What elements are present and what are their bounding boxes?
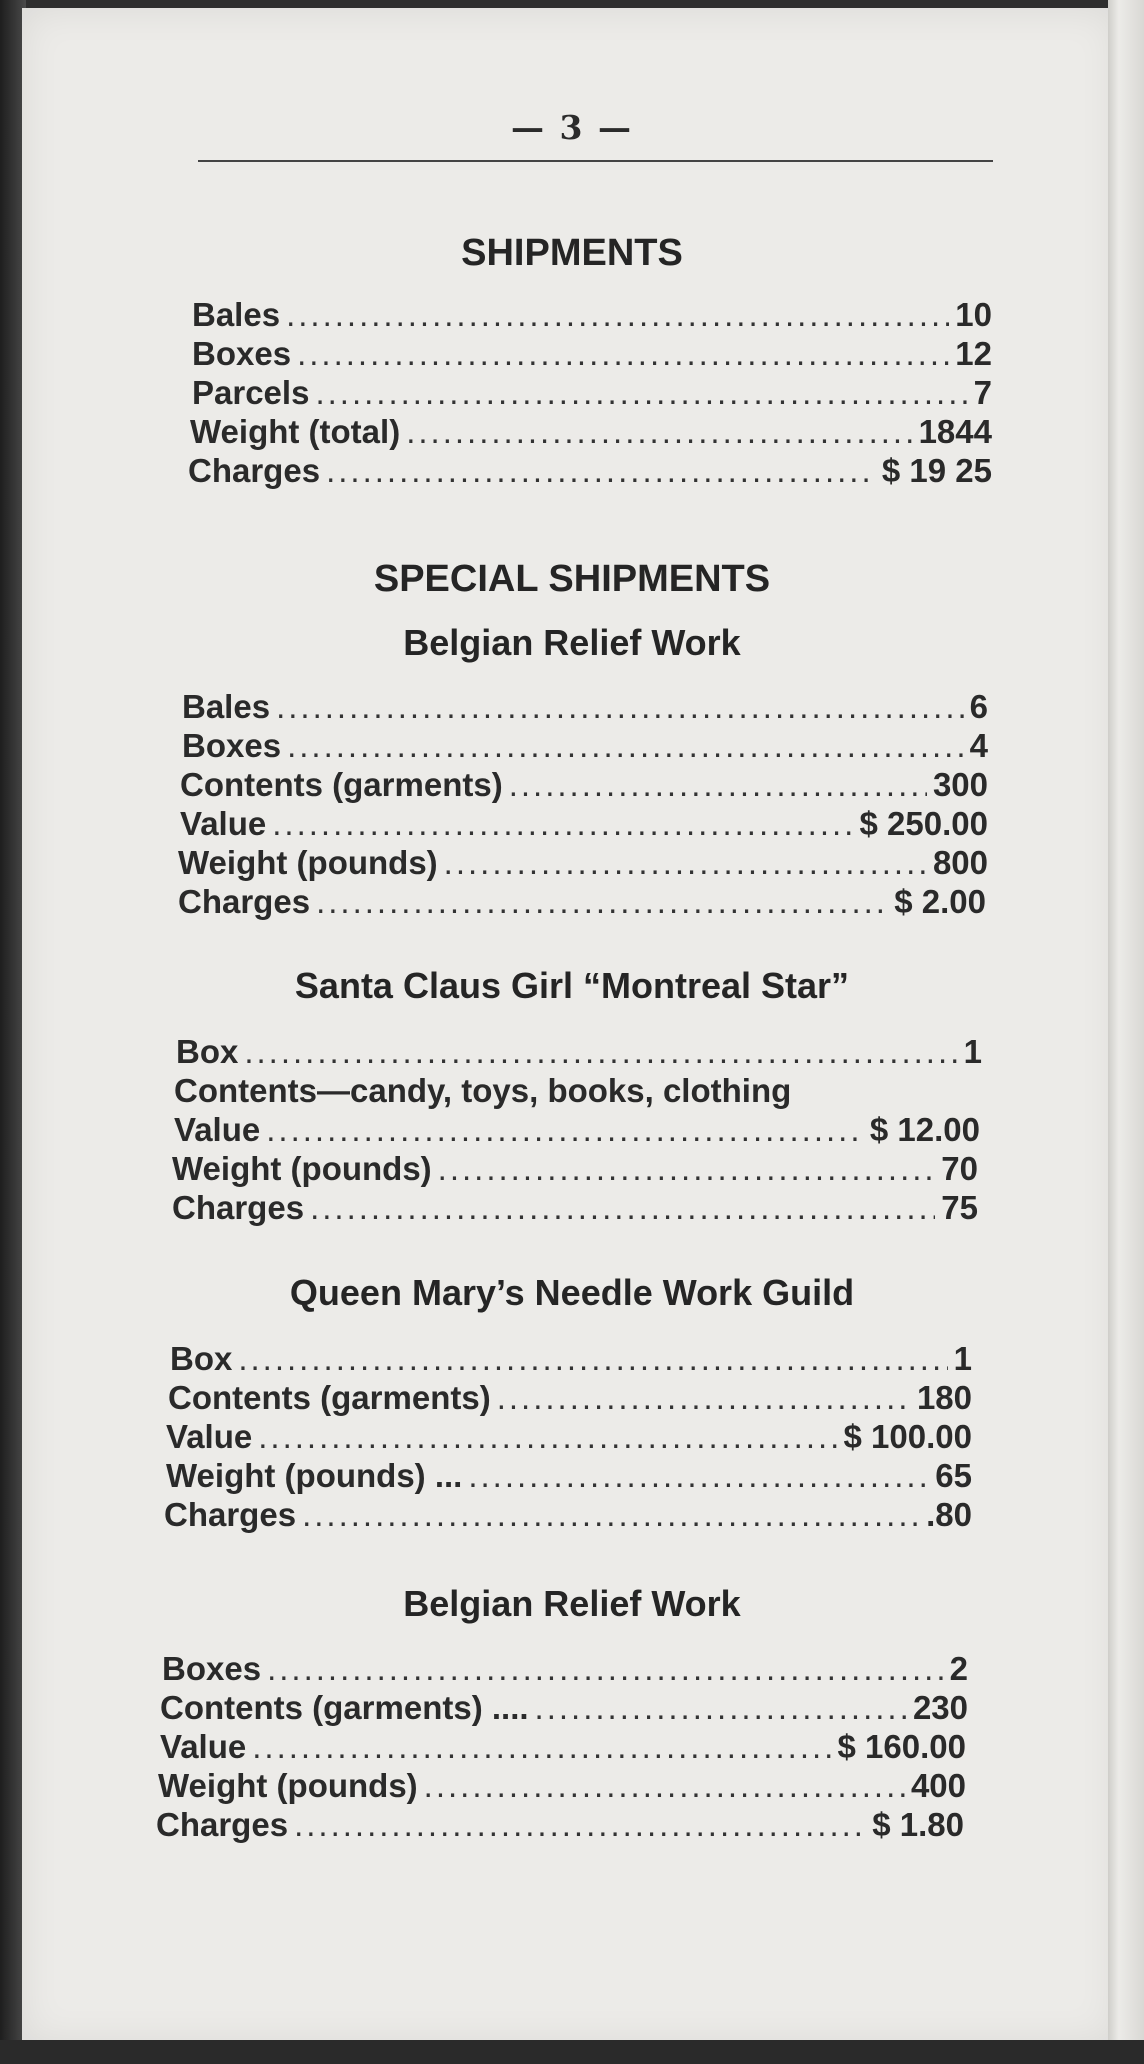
table-row bbox=[182, 688, 988, 728]
row-value: 6 bbox=[969, 688, 988, 725]
leader-dots bbox=[406, 413, 912, 451]
table-row bbox=[166, 1418, 972, 1458]
leader-dots bbox=[252, 1728, 831, 1766]
leader-dots bbox=[302, 1496, 920, 1534]
table-row bbox=[182, 727, 988, 767]
leader-dots bbox=[267, 1650, 944, 1688]
row-value: 230 bbox=[912, 1689, 968, 1726]
table-row bbox=[180, 805, 988, 845]
table-row bbox=[174, 1072, 982, 1112]
leader-dots bbox=[266, 1111, 864, 1149]
row-label: Bales bbox=[192, 296, 281, 333]
table-row bbox=[192, 335, 992, 375]
table-row bbox=[180, 766, 988, 806]
row-label: Weight (pounds) bbox=[178, 844, 438, 881]
section-title-shipments: SHIPMENTS bbox=[461, 232, 683, 274]
row-label: Value bbox=[174, 1111, 261, 1148]
table-row bbox=[190, 413, 992, 453]
row-value: $ 160.00 bbox=[837, 1728, 966, 1765]
row-value: 10 bbox=[955, 296, 992, 333]
row-value: $ 100.00 bbox=[843, 1418, 972, 1455]
section-subtitle: Belgian Relief Work bbox=[403, 1583, 741, 1624]
row-value: 7 bbox=[973, 374, 992, 411]
row-label: Weight (total) bbox=[190, 413, 401, 450]
section-subtitle: Queen Mary’s Needle Work Guild bbox=[289, 1272, 855, 1313]
table-row bbox=[156, 1806, 964, 1846]
row-label: Value bbox=[160, 1728, 247, 1765]
row-label: Value bbox=[166, 1418, 253, 1455]
row-value: $ 12.00 bbox=[869, 1111, 980, 1148]
leader-dots bbox=[509, 766, 927, 804]
leader-dots bbox=[238, 1340, 947, 1378]
row-label: Contents (garments) bbox=[168, 1379, 491, 1416]
row-value: 12 bbox=[955, 335, 992, 372]
row-value: $ 19 25 bbox=[881, 452, 992, 489]
row-label: Charges bbox=[172, 1189, 305, 1226]
table-row bbox=[192, 296, 992, 336]
row-label: Boxes bbox=[162, 1650, 262, 1687]
row-value: 300 bbox=[932, 766, 988, 803]
leader-dots bbox=[444, 844, 927, 882]
table-row bbox=[162, 1650, 968, 1690]
row-label: Boxes bbox=[192, 335, 292, 372]
row-label: Boxes bbox=[182, 727, 282, 764]
leader-dots bbox=[276, 688, 964, 726]
table-row bbox=[158, 1767, 966, 1807]
row-value: 2 bbox=[949, 1650, 968, 1687]
row-label: Charges bbox=[156, 1806, 289, 1843]
table-row bbox=[178, 844, 988, 884]
row-value: 180 bbox=[916, 1379, 972, 1416]
row-value: 1844 bbox=[918, 413, 992, 450]
page-number: — 3 — bbox=[511, 108, 633, 147]
row-label: Charges bbox=[164, 1496, 297, 1533]
leader-dots bbox=[310, 1189, 935, 1227]
leader-dots bbox=[424, 1767, 905, 1805]
leader-dots bbox=[535, 1689, 907, 1727]
leader-dots bbox=[287, 727, 964, 765]
row-value: 1 bbox=[963, 1033, 982, 1070]
leader-dots bbox=[315, 374, 967, 412]
row-label: Contents—candy, toys, books, clothing bbox=[174, 1072, 792, 1109]
row-label: Value bbox=[180, 805, 267, 842]
row-value: 75 bbox=[941, 1189, 978, 1226]
table-row bbox=[178, 883, 986, 923]
row-label: Weight (pounds) bbox=[158, 1767, 418, 1804]
scan-bottom-edge bbox=[0, 2040, 1144, 2064]
row-label: Charges bbox=[178, 883, 311, 920]
table-row bbox=[168, 1379, 972, 1419]
table-row bbox=[164, 1496, 972, 1536]
row-value: 400 bbox=[910, 1767, 966, 1804]
leader-dots bbox=[272, 805, 853, 843]
table-row bbox=[170, 1340, 972, 1380]
table-row bbox=[188, 452, 992, 492]
row-value: 1 bbox=[953, 1340, 972, 1377]
leader-dots bbox=[468, 1457, 929, 1495]
leader-dots bbox=[316, 883, 888, 921]
leader-dots bbox=[326, 452, 876, 490]
leader-dots bbox=[297, 335, 949, 373]
row-label: Weight (pounds) ... bbox=[166, 1457, 463, 1494]
row-value: 4 bbox=[969, 727, 988, 764]
row-label: Contents (garments) bbox=[180, 766, 503, 803]
row-label: Charges bbox=[188, 452, 321, 489]
page-fold bbox=[1108, 0, 1144, 2064]
row-value: 70 bbox=[941, 1150, 978, 1187]
row-label: Bales bbox=[182, 688, 271, 725]
leader-dots bbox=[286, 296, 949, 334]
leader-dots bbox=[497, 1379, 911, 1417]
row-label: Weight (pounds) bbox=[172, 1150, 432, 1187]
table-row bbox=[192, 374, 992, 414]
section-subtitle: Santa Claus Girl “Montreal Star” bbox=[294, 965, 850, 1006]
leader-dots bbox=[438, 1150, 936, 1188]
table-row bbox=[166, 1457, 972, 1497]
row-label: Box bbox=[170, 1340, 233, 1377]
leader-dots bbox=[258, 1418, 837, 1456]
table-row bbox=[176, 1033, 982, 1073]
row-label: Contents (garments) .... bbox=[160, 1689, 529, 1726]
row-label: Box bbox=[176, 1033, 239, 1070]
table-row bbox=[172, 1189, 978, 1229]
section-subtitle: Belgian Relief Work bbox=[403, 622, 741, 663]
table-row bbox=[160, 1728, 966, 1768]
table-row bbox=[160, 1689, 968, 1729]
row-value: 800 bbox=[932, 844, 988, 881]
row-value: 65 bbox=[935, 1457, 972, 1494]
row-value: $ 1.80 bbox=[872, 1806, 964, 1843]
row-value: $ 2.00 bbox=[894, 883, 986, 920]
table-row bbox=[172, 1150, 978, 1190]
table-row bbox=[174, 1111, 980, 1151]
leader-dots bbox=[294, 1806, 866, 1844]
row-value: $ 250.00 bbox=[859, 805, 988, 842]
row-value: .80 bbox=[926, 1496, 972, 1533]
leader-dots bbox=[244, 1033, 957, 1071]
section-title-special-shipments: SPECIAL SHIPMENTS bbox=[373, 558, 771, 600]
header-rule bbox=[198, 160, 993, 162]
row-label: Parcels bbox=[192, 374, 310, 411]
